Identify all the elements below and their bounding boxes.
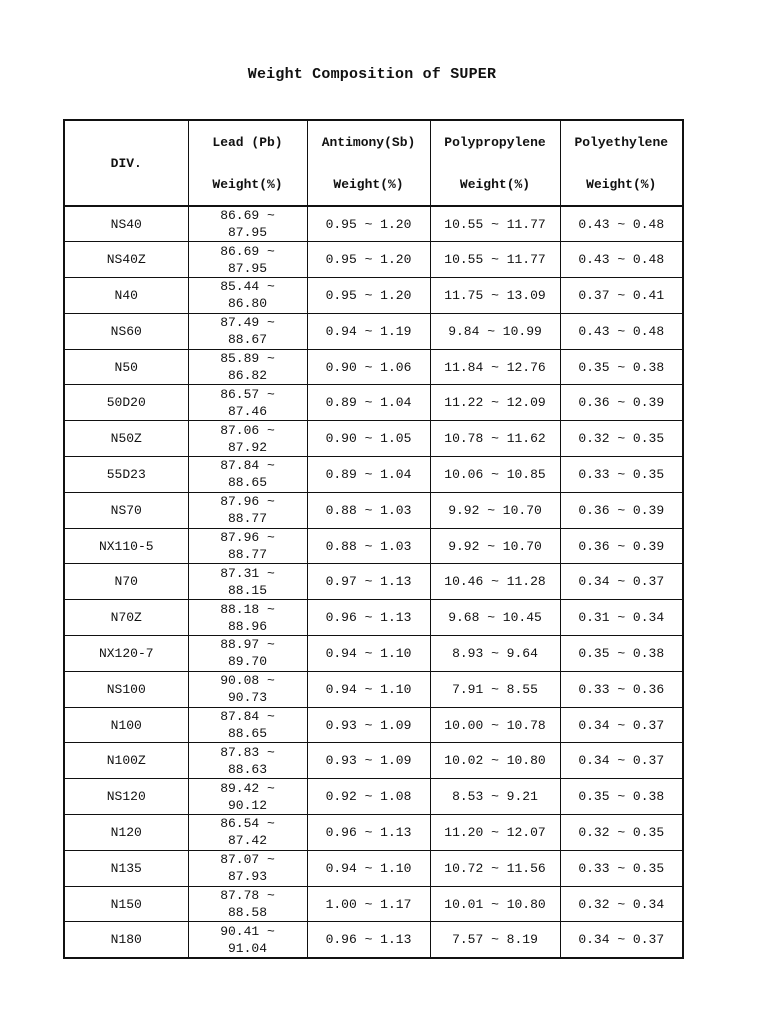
cell-polypropylene: 9.92 ~ 10.70 bbox=[430, 528, 560, 564]
cell-lead-min: 85.44 ~ bbox=[220, 279, 275, 295]
cell-polypropylene: 11.84 ~ 12.76 bbox=[430, 349, 560, 385]
cell-lead-max: 86.80 bbox=[227, 296, 267, 312]
header-div: DIV. bbox=[64, 120, 188, 206]
cell-lead bbox=[188, 600, 307, 636]
cell-lead bbox=[188, 886, 307, 922]
cell-lead-min: 90.41 ~ bbox=[220, 923, 275, 939]
page-title: Weight Composition of SUPER bbox=[247, 66, 497, 83]
cell-polyethylene: 0.32 ~ 0.34 bbox=[560, 886, 683, 922]
cell-polypropylene: 8.93 ~ 9.64 bbox=[430, 636, 560, 672]
cell-lead bbox=[188, 707, 307, 743]
cell-lead-min: 86.54 ~ bbox=[220, 816, 275, 832]
cell-polypropylene: 10.55 ~ 11.77 bbox=[430, 242, 560, 278]
cell-lead-min: 87.06 ~ bbox=[220, 422, 275, 438]
composition-table bbox=[63, 119, 684, 959]
cell-polyethylene: 0.36 ~ 0.39 bbox=[560, 385, 683, 421]
cell-div: 50D20 bbox=[64, 385, 188, 421]
cell-antimony: 0.97 ~ 1.13 bbox=[307, 564, 430, 600]
cell-polypropylene: 10.00 ~ 10.78 bbox=[430, 707, 560, 743]
cell-div: NS120 bbox=[64, 779, 188, 815]
cell-polypropylene: 11.75 ~ 13.09 bbox=[430, 278, 560, 314]
cell-antimony: 0.89 ~ 1.04 bbox=[307, 385, 430, 421]
header-polyethylene bbox=[560, 120, 683, 206]
cell-lead-max: 87.42 bbox=[227, 833, 267, 849]
header-lead-name: Lead (Pb) bbox=[212, 134, 283, 150]
cell-div: NS100 bbox=[64, 671, 188, 707]
cell-lead bbox=[188, 850, 307, 886]
cell-polypropylene: 10.46 ~ 11.28 bbox=[430, 564, 560, 600]
cell-antimony: 0.96 ~ 1.13 bbox=[307, 922, 430, 958]
cell-antimony: 0.89 ~ 1.04 bbox=[307, 457, 430, 493]
cell-div: NX110-5 bbox=[64, 528, 188, 564]
header-antimony-unit: Weight(%) bbox=[333, 176, 404, 192]
cell-div: N50Z bbox=[64, 421, 188, 457]
cell-antimony: 0.88 ~ 1.03 bbox=[307, 528, 430, 564]
cell-lead-max: 88.67 bbox=[227, 332, 267, 348]
cell-lead-max: 88.77 bbox=[227, 511, 267, 527]
cell-antimony: 0.92 ~ 1.08 bbox=[307, 779, 430, 815]
cell-polyethylene: 0.34 ~ 0.37 bbox=[560, 743, 683, 779]
cell-polypropylene: 11.20 ~ 12.07 bbox=[430, 815, 560, 851]
cell-lead-min: 86.57 ~ bbox=[220, 386, 275, 402]
cell-lead-max: 88.63 bbox=[227, 761, 267, 777]
cell-lead-max: 87.46 bbox=[227, 403, 267, 419]
header-polyethylene-name: Polyethylene bbox=[574, 134, 669, 150]
cell-polyethylene: 0.35 ~ 0.38 bbox=[560, 779, 683, 815]
table-header-row bbox=[64, 120, 683, 206]
cell-polypropylene: 9.92 ~ 10.70 bbox=[430, 492, 560, 528]
header-lead bbox=[188, 120, 307, 206]
cell-div: NX120-7 bbox=[64, 636, 188, 672]
cell-polypropylene: 10.01 ~ 10.80 bbox=[430, 886, 560, 922]
cell-div: N150 bbox=[64, 886, 188, 922]
cell-lead bbox=[188, 278, 307, 314]
table-row bbox=[64, 707, 683, 743]
cell-polypropylene: 9.84 ~ 10.99 bbox=[430, 313, 560, 349]
cell-lead bbox=[188, 779, 307, 815]
table-row bbox=[64, 385, 683, 421]
cell-polypropylene: 7.91 ~ 8.55 bbox=[430, 671, 560, 707]
cell-polyethylene: 0.34 ~ 0.37 bbox=[560, 564, 683, 600]
cell-antimony: 0.96 ~ 1.13 bbox=[307, 815, 430, 851]
cell-polyethylene: 0.36 ~ 0.39 bbox=[560, 492, 683, 528]
cell-lead-min: 86.69 ~ bbox=[220, 208, 275, 224]
cell-polyethylene: 0.33 ~ 0.36 bbox=[560, 671, 683, 707]
table-row bbox=[64, 850, 683, 886]
cell-lead-max: 91.04 bbox=[227, 940, 267, 956]
cell-div: N100 bbox=[64, 707, 188, 743]
cell-lead-min: 87.49 ~ bbox=[220, 315, 275, 331]
cell-lead-max: 88.15 bbox=[227, 582, 267, 598]
table-body bbox=[64, 206, 683, 958]
table-row bbox=[64, 922, 683, 958]
table-row bbox=[64, 600, 683, 636]
cell-lead-min: 87.84 ~ bbox=[220, 709, 275, 725]
table-row bbox=[64, 743, 683, 779]
cell-div: N50 bbox=[64, 349, 188, 385]
cell-div: 55D23 bbox=[64, 457, 188, 493]
cell-antimony: 0.93 ~ 1.09 bbox=[307, 743, 430, 779]
cell-lead bbox=[188, 206, 307, 242]
cell-lead bbox=[188, 385, 307, 421]
cell-polypropylene: 10.02 ~ 10.80 bbox=[430, 743, 560, 779]
cell-polypropylene: 10.06 ~ 10.85 bbox=[430, 457, 560, 493]
cell-lead-min: 87.31 ~ bbox=[220, 565, 275, 581]
header-polypropylene bbox=[430, 120, 560, 206]
cell-lead-max: 87.92 bbox=[227, 439, 267, 455]
cell-antimony: 0.95 ~ 1.20 bbox=[307, 278, 430, 314]
cell-polyethylene: 0.34 ~ 0.37 bbox=[560, 922, 683, 958]
table-row bbox=[64, 886, 683, 922]
cell-lead-max: 87.95 bbox=[227, 260, 267, 276]
cell-lead-min: 87.78 ~ bbox=[220, 888, 275, 904]
table-row bbox=[64, 242, 683, 278]
cell-lead-min: 88.97 ~ bbox=[220, 637, 275, 653]
cell-lead bbox=[188, 349, 307, 385]
cell-lead bbox=[188, 457, 307, 493]
cell-lead-min: 86.69 ~ bbox=[220, 243, 275, 259]
header-lead-unit: Weight(%) bbox=[212, 176, 283, 192]
cell-polyethylene: 0.37 ~ 0.41 bbox=[560, 278, 683, 314]
cell-lead bbox=[188, 922, 307, 958]
cell-lead bbox=[188, 636, 307, 672]
table-row bbox=[64, 815, 683, 851]
cell-lead bbox=[188, 815, 307, 851]
cell-antimony: 0.95 ~ 1.20 bbox=[307, 206, 430, 242]
header-polypropylene-name: Polypropylene bbox=[444, 134, 546, 150]
cell-antimony: 0.94 ~ 1.10 bbox=[307, 636, 430, 672]
header-polypropylene-unit: Weight(%) bbox=[459, 176, 531, 192]
table-row bbox=[64, 278, 683, 314]
cell-polyethylene: 0.43 ~ 0.48 bbox=[560, 206, 683, 242]
cell-polyethylene: 0.34 ~ 0.37 bbox=[560, 707, 683, 743]
cell-div: N120 bbox=[64, 815, 188, 851]
table-row bbox=[64, 457, 683, 493]
cell-div: NS40Z bbox=[64, 242, 188, 278]
header-polyethylene-unit: Weight(%) bbox=[586, 176, 657, 192]
cell-div: NS40 bbox=[64, 206, 188, 242]
cell-div: N40 bbox=[64, 278, 188, 314]
cell-antimony: 0.95 ~ 1.20 bbox=[307, 242, 430, 278]
cell-lead bbox=[188, 242, 307, 278]
cell-polypropylene: 7.57 ~ 8.19 bbox=[430, 922, 560, 958]
cell-lead-max: 86.82 bbox=[227, 368, 267, 384]
table-row bbox=[64, 671, 683, 707]
cell-antimony: 0.90 ~ 1.06 bbox=[307, 349, 430, 385]
cell-div: NS60 bbox=[64, 313, 188, 349]
cell-polyethylene: 0.35 ~ 0.38 bbox=[560, 349, 683, 385]
table-row bbox=[64, 636, 683, 672]
table-row bbox=[64, 492, 683, 528]
cell-lead-max: 90.73 bbox=[227, 690, 267, 706]
cell-antimony: 0.96 ~ 1.13 bbox=[307, 600, 430, 636]
cell-lead-min: 87.96 ~ bbox=[220, 494, 275, 510]
cell-lead-min: 87.83 ~ bbox=[220, 744, 275, 760]
cell-polyethylene: 0.32 ~ 0.35 bbox=[560, 421, 683, 457]
cell-lead-max: 88.58 bbox=[227, 905, 267, 921]
cell-lead bbox=[188, 421, 307, 457]
cell-lead-min: 87.07 ~ bbox=[220, 852, 275, 868]
cell-polyethylene: 0.43 ~ 0.48 bbox=[560, 313, 683, 349]
cell-antimony: 0.90 ~ 1.05 bbox=[307, 421, 430, 457]
cell-polypropylene: 8.53 ~ 9.21 bbox=[430, 779, 560, 815]
cell-polyethylene: 0.31 ~ 0.34 bbox=[560, 600, 683, 636]
cell-polypropylene: 10.78 ~ 11.62 bbox=[430, 421, 560, 457]
cell-lead-max: 89.70 bbox=[227, 654, 267, 670]
cell-lead-max: 88.77 bbox=[227, 547, 267, 563]
cell-antimony: 0.88 ~ 1.03 bbox=[307, 492, 430, 528]
cell-polyethylene: 0.36 ~ 0.39 bbox=[560, 528, 683, 564]
cell-div: NS70 bbox=[64, 492, 188, 528]
cell-polyethylene: 0.33 ~ 0.35 bbox=[560, 850, 683, 886]
cell-polypropylene: 10.55 ~ 11.77 bbox=[430, 206, 560, 242]
table-row bbox=[64, 421, 683, 457]
cell-lead-min: 90.08 ~ bbox=[220, 673, 275, 689]
cell-polyethylene: 0.33 ~ 0.35 bbox=[560, 457, 683, 493]
cell-lead-max: 88.65 bbox=[227, 475, 267, 491]
table-row bbox=[64, 779, 683, 815]
table-row bbox=[64, 313, 683, 349]
cell-polypropylene: 9.68 ~ 10.45 bbox=[430, 600, 560, 636]
cell-lead bbox=[188, 528, 307, 564]
cell-lead bbox=[188, 492, 307, 528]
cell-antimony: 0.94 ~ 1.19 bbox=[307, 313, 430, 349]
cell-lead-max: 88.65 bbox=[227, 726, 267, 742]
cell-lead-max: 87.93 bbox=[227, 869, 267, 885]
header-antimony bbox=[307, 120, 430, 206]
cell-polypropylene: 10.72 ~ 11.56 bbox=[430, 850, 560, 886]
table-row bbox=[64, 528, 683, 564]
cell-lead-max: 87.95 bbox=[227, 225, 267, 241]
cell-polyethylene: 0.35 ~ 0.38 bbox=[560, 636, 683, 672]
cell-antimony: 0.94 ~ 1.10 bbox=[307, 671, 430, 707]
cell-polypropylene: 11.22 ~ 12.09 bbox=[430, 385, 560, 421]
cell-antimony: 1.00 ~ 1.17 bbox=[307, 886, 430, 922]
cell-lead-min: 87.96 ~ bbox=[220, 530, 275, 546]
cell-div: N135 bbox=[64, 850, 188, 886]
cell-lead-max: 90.12 bbox=[227, 797, 267, 813]
table-row bbox=[64, 206, 683, 242]
cell-antimony: 0.94 ~ 1.10 bbox=[307, 850, 430, 886]
cell-lead-max: 88.96 bbox=[227, 618, 267, 634]
cell-div: N100Z bbox=[64, 743, 188, 779]
cell-div: N70 bbox=[64, 564, 188, 600]
header-antimony-name: Antimony(Sb) bbox=[321, 134, 416, 150]
table-row bbox=[64, 564, 683, 600]
cell-div: N180 bbox=[64, 922, 188, 958]
cell-lead-min: 87.84 ~ bbox=[220, 458, 275, 474]
cell-lead-min: 88.18 ~ bbox=[220, 601, 275, 617]
cell-div: N70Z bbox=[64, 600, 188, 636]
table-row bbox=[64, 349, 683, 385]
cell-lead bbox=[188, 313, 307, 349]
cell-lead bbox=[188, 743, 307, 779]
cell-lead-min: 85.89 ~ bbox=[220, 351, 275, 367]
cell-polyethylene: 0.43 ~ 0.48 bbox=[560, 242, 683, 278]
cell-antimony: 0.93 ~ 1.09 bbox=[307, 707, 430, 743]
cell-polyethylene: 0.32 ~ 0.35 bbox=[560, 815, 683, 851]
cell-lead bbox=[188, 564, 307, 600]
cell-lead bbox=[188, 671, 307, 707]
cell-lead-min: 89.42 ~ bbox=[220, 780, 275, 796]
